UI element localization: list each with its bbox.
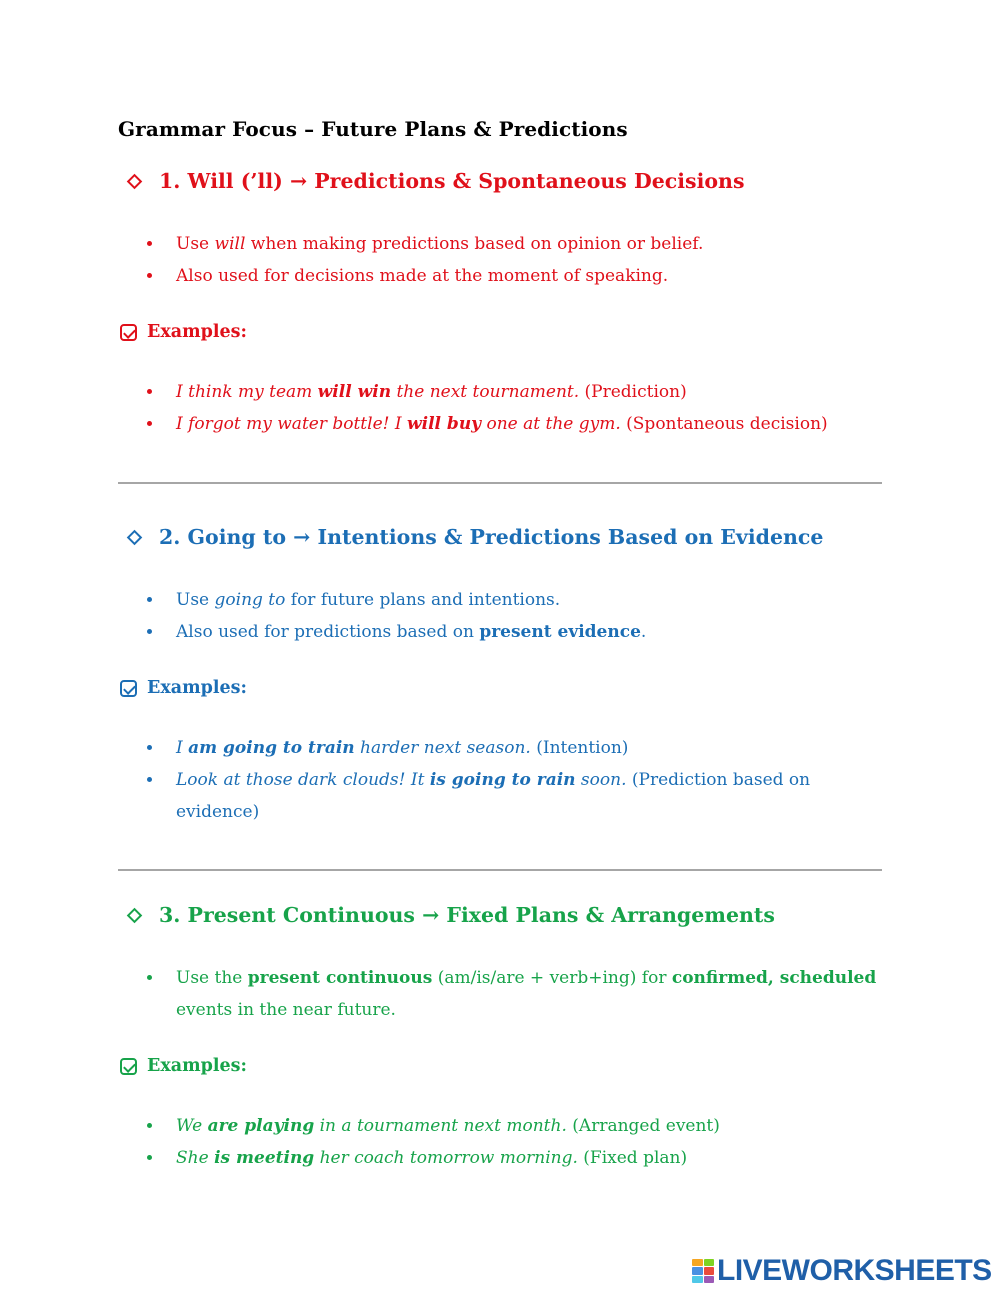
list-item: Use will when making predictions based on opinion or belief. xyxy=(176,228,886,260)
section-heading-text: 1. Will (’ll) → Predictions & Spontaneous Decisions xyxy=(159,169,745,193)
section-heading-will xyxy=(128,169,745,193)
list-item: We are playing in a tournament next month. (Arranged event) xyxy=(176,1110,886,1142)
list-item: I forgot my water bottle! I will buy one at the gym. (Spontaneous decision) xyxy=(176,408,886,440)
list-item: Use the present continuous (am/is/are + verb+ing) for confirmed, scheduled events in the near future. xyxy=(176,962,886,1026)
examples-list-present-continuous xyxy=(176,1110,886,1174)
liveworksheets-logo[interactable] xyxy=(692,1254,992,1288)
section-heading-going-to xyxy=(128,525,823,549)
section-heading-text: 3. Present Continuous → Fixed Plans & Arrangements xyxy=(159,903,775,927)
list-item: Also used for predictions based on present evidence. xyxy=(176,616,886,648)
logo-text: LIVEWORKSHEETS xyxy=(717,1254,992,1287)
examples-label-going-to: Examples: xyxy=(120,678,247,698)
examples-list-going-to xyxy=(176,732,886,828)
list-item: I am going to train harder next season. (Intention) xyxy=(176,732,886,764)
section-heading-text: 2. Going to → Intentions & Predictions Based on Evidence xyxy=(159,525,824,549)
section-heading-present-continuous xyxy=(128,903,775,927)
section-divider xyxy=(118,869,882,871)
checkbox-icon xyxy=(120,680,137,697)
diamond-bullet-icon xyxy=(127,529,143,545)
list-item: I think my team will win the next tournament. (Prediction) xyxy=(176,376,886,408)
logo-mark-icon xyxy=(692,1259,714,1283)
examples-list-will xyxy=(176,376,886,440)
list-item: Also used for decisions made at the moment of speaking. xyxy=(176,260,886,292)
list-item: Look at those dark clouds! It is going to rain soon. (Prediction based on evidence) xyxy=(176,764,816,828)
section-divider xyxy=(118,482,882,484)
examples-label-present-continuous: Examples: xyxy=(120,1056,247,1076)
rules-list-will xyxy=(176,228,886,292)
checkbox-icon xyxy=(120,324,137,341)
page-title: Grammar Focus – Future Plans & Predictions xyxy=(118,117,628,141)
examples-label-will: Examples: xyxy=(120,322,247,342)
diamond-bullet-icon xyxy=(127,173,143,189)
checkbox-icon xyxy=(120,1058,137,1075)
diamond-bullet-icon xyxy=(127,907,143,923)
rules-list-going-to xyxy=(176,584,886,648)
list-item: She is meeting her coach tomorrow morning. (Fixed plan) xyxy=(176,1142,886,1174)
rules-list-present-continuous xyxy=(176,962,886,1026)
list-item: Use going to for future plans and intentions. xyxy=(176,584,886,616)
